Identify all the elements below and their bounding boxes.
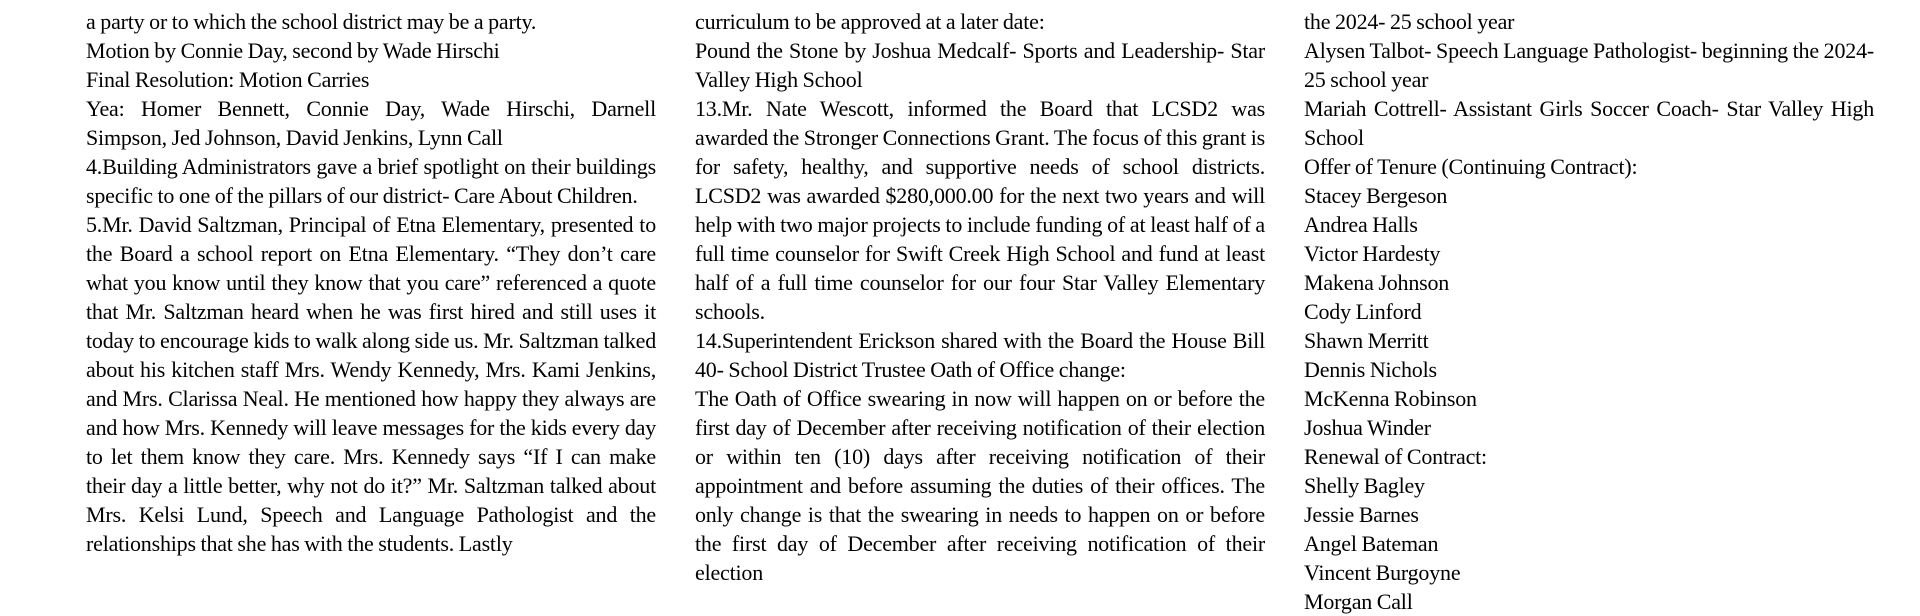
- yea-votes-line: Yea: Homer Bennett, Connie Day, Wade Hirschi, Darnell Simpson, Jed Johnson, David Jenkins, Lynn Call: [86, 96, 656, 150]
- document-columns: [86, 7, 1874, 616]
- curriculum-title-line: Pound the Stone by Joshua Medcalf- Sports and Leadership- Star Valley High School: [695, 38, 1265, 92]
- column-center: [695, 7, 1265, 616]
- name-list-item: Vincent Burgoyne: [1304, 560, 1461, 585]
- name-list-item: Morgan Call: [1304, 589, 1413, 614]
- paragraph-continuation: curriculum to be approved at a later date:: [695, 9, 1045, 34]
- staff-entry: Mariah Cottrell- Assistant Girls Soccer Coach- Star Valley High School: [1304, 96, 1874, 150]
- name-list-item: Cody Linford: [1304, 299, 1422, 324]
- name-list-item: Dennis Nichols: [1304, 357, 1437, 382]
- name-list-item: Angel Bateman: [1304, 531, 1439, 556]
- motion-line: Motion by Connie Day, second by Wade Hirschi: [86, 38, 500, 63]
- minutes-item-14: 14.Superintendent Erickson shared with the Board the House Bill 40- School District Trustee Oath of Office change:: [695, 328, 1265, 382]
- oath-of-office-paragraph: The Oath of Office swearing in now will happen on or before the first day of December after receiving notification of their election or within ten (10) days after receiving notification of their appointment and before assuming the duties of their offices. The only change is that the swearing in needs to happen on or before the first day of December after receiving notification of their election: [695, 386, 1265, 585]
- tenure-heading: Offer of Tenure (Continuing Contract):: [1304, 154, 1638, 179]
- name-list-item: Victor Hardesty: [1304, 241, 1441, 266]
- minutes-item-13: 13.Mr. Nate Wescott, informed the Board that LCSD2 was awarded the Stronger Connections Grant. The focus of this grant is for safety, healthy, and supportive needs of school districts. LCSD2 was awarded $280,000.00 for the next two years and will help with two major projects to include funding of at least half of a full time counselor for Swift Creek High School and fund at least half of a full time counselor for our four Star Valley Elementary schools.: [695, 96, 1265, 324]
- column-right: [1304, 7, 1874, 616]
- final-resolution-line: Final Resolution: Motion Carries: [86, 67, 370, 92]
- renewal-heading: Renewal of Contract:: [1304, 444, 1487, 469]
- name-list-item: Makena Johnson: [1304, 270, 1450, 295]
- minutes-item-5: 5.Mr. David Saltzman, Principal of Etna Elementary, presented to the Board a school report on Etna Elementary. “They don’t care what you know until they know that you care” referenced a quote that Mr. Saltzman heard when he was first hired and still uses it today to encourage kids to walk along side us. Mr. Saltzman talked about his kitchen staff Mrs. Wendy Kennedy, Mrs. Kami Jenkins, and Mrs. Clarissa Neal. He mentioned how happy they always are and how Mrs. Kennedy will leave messages for the kids every day to let them know they care. Mrs. Kennedy says “If I can make their day a little better, why not do it?” Mr. Saltzman talked about Mrs. Kelsi Lund, Speech and Language Pathologist and the relationships that she has with the students. Lastly: [86, 212, 656, 556]
- paragraph-continuation: a party or to which the school district may be a party.: [86, 9, 537, 34]
- staff-entry: Alysen Talbot- Speech Language Pathologist- beginning the 2024- 25 school year: [1304, 38, 1874, 92]
- name-list-item: Andrea Halls: [1304, 212, 1418, 237]
- name-list-item: Stacey Bergeson: [1304, 183, 1448, 208]
- name-list-item: Joshua Winder: [1304, 415, 1431, 440]
- name-list-item: Shelly Bagley: [1304, 473, 1425, 498]
- name-list-item: Shawn Merritt: [1304, 328, 1429, 353]
- name-list-item: McKenna Robinson: [1304, 386, 1477, 411]
- name-list-item: Jessie Barnes: [1304, 502, 1419, 527]
- column-left: [86, 7, 656, 616]
- minutes-item-4: 4.Building Administrators gave a brief spotlight on their buildings specific to one of the pillars of our district- Care About Children.: [86, 154, 656, 208]
- paragraph-continuation: the 2024- 25 school year: [1304, 9, 1515, 34]
